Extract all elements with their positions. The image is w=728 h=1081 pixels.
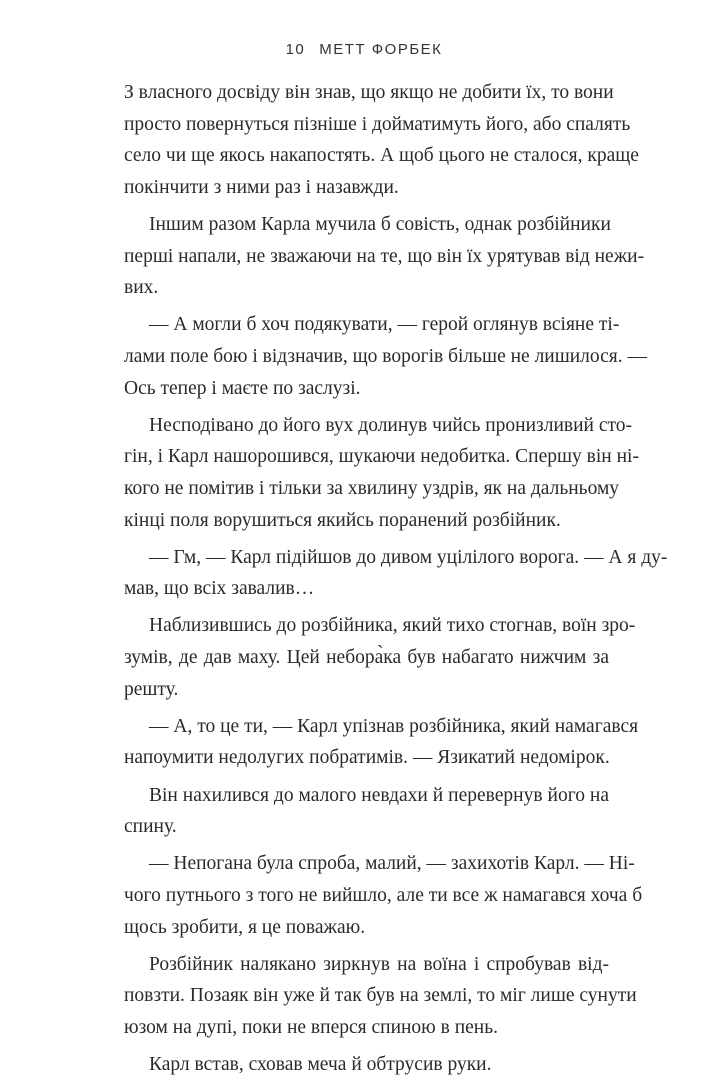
text-line: кого не помітив і тільки за хвилину уздрів, як на дальньому — [124, 477, 620, 499]
text-line: Несподівано до його вух долинув чийсь пронизливий сто- — [149, 414, 633, 436]
text-line: гін, і Карл нашорошився, шукаючи недобитка. Спершу він ні- — [124, 446, 639, 468]
text-line: чого путнього з того не вийшло, але ти все ж намагався хоча б — [124, 885, 643, 906]
text-line: кінці поля ворушиться якийсь поранений розбійник. — [124, 509, 561, 531]
text-line: лами поле бою і відзначив, що ворогів більше не лишилося. — — [124, 345, 648, 367]
text-line: мав, що всіх завалив… — [124, 578, 315, 600]
text-line: повзти. Позаяк він уже й так був на землі, то міг лише сунути — [124, 985, 637, 1007]
running-head — [0, 41, 728, 58]
text-line: вих. — [124, 277, 159, 299]
text-line: Наблизившись до розбійника, який тихо стогнав, воїн зро- — [149, 615, 636, 637]
text-line: покінчити з ними раз і назавжди. — [124, 176, 399, 198]
author-name: МЕТТ ФОРБЕК — [319, 41, 443, 58]
paragraph — [124, 542, 668, 605]
text-line: Він нахилився до малого невдахи й перевернув його на — [149, 784, 609, 806]
paragraph — [124, 949, 637, 1044]
text-line: Ось тепер і маєте по заслузі. — [124, 377, 361, 399]
paragraph — [124, 1049, 609, 1081]
paragraph — [124, 77, 639, 203]
paragraph — [124, 209, 645, 304]
page-number: 10 — [285, 41, 306, 58]
text-line: щось зробити, я це поважаю. — [124, 916, 366, 938]
paragraph — [124, 309, 648, 404]
text-line: — А, то це ти, — Карл упізнав розбійника, який намагався — [149, 715, 639, 737]
text-line: — Гм, — Карл підійшов до дивом уцілілого ворога. — А я ду- — [149, 546, 668, 568]
text-line: Іншим разом Карла мучила б совість, однак розбійники — [149, 213, 611, 235]
text-line: просто повернуться пізніше і дойматимуть його, або спалять — [124, 113, 631, 135]
text-line: зумів, де дав маху. Цей небора̀ка був набагато нижчим за — [124, 647, 609, 669]
paragraph — [124, 711, 639, 774]
text-line: Карл встав, сховав меча й обтрусив руки. — [149, 1054, 492, 1076]
body-text — [124, 77, 668, 1081]
paragraph — [124, 410, 639, 536]
text-line: З власного досвіду він знав, що якщо не добити їх, то вони — [124, 82, 614, 103]
text-line: спину. — [124, 816, 177, 838]
text-line: Розбійник налякано зиркнув на воїна і спробував від- — [149, 953, 609, 975]
paragraph — [124, 780, 609, 843]
text-line: — А могли б хоч подякувати, — герой оглянув всіяне ті- — [149, 314, 620, 336]
text-line: село чи ще якось накапостять. А щоб цього не сталося, краще — [124, 145, 639, 167]
text-line: напоумити недолугих побратимів. — Язикатий недомірок. — [124, 747, 610, 769]
text-line: решту. — [124, 678, 179, 700]
text-line: перші напали, не зважаючи на те, що він їх урятував від нежи- — [124, 245, 645, 267]
text-line: — Непогана була спроба, малий, — захихотів Карл. — Ні- — [149, 853, 635, 875]
paragraph — [124, 610, 636, 705]
paragraph — [124, 848, 643, 943]
text-line: юзом на дупі, поки не вперся спиною в пень. — [124, 1016, 499, 1038]
